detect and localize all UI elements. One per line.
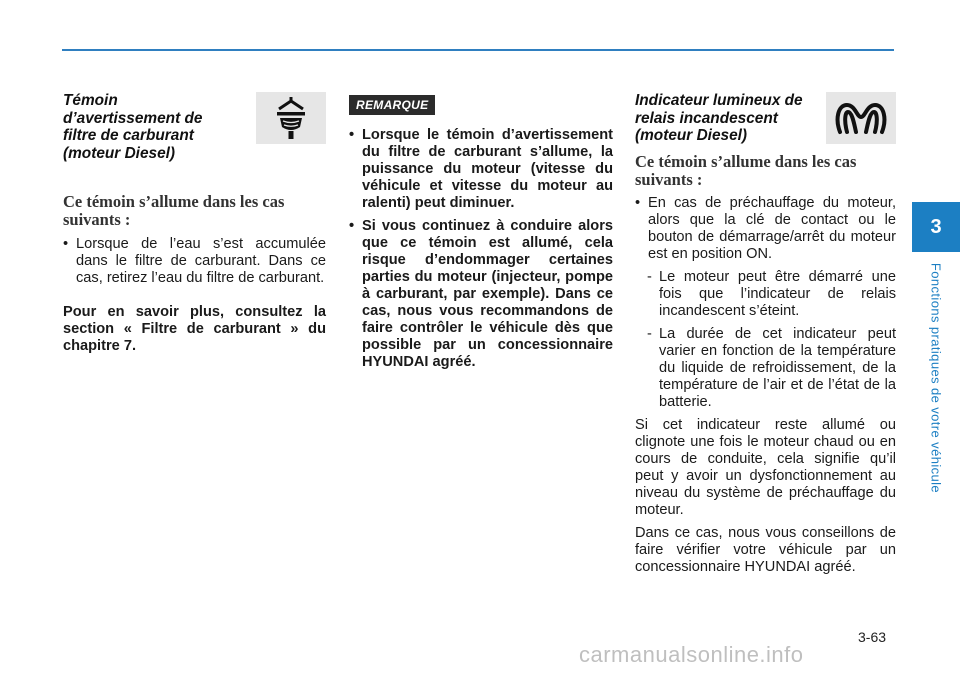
glow-plug-dash-item: - La durée de cet indicateur peut varier en fonction de la température du liquide de refroidissement, de la température de l’air et de l’état de la batterie. xyxy=(635,326,896,411)
fuel-filter-title xyxy=(63,92,202,162)
fuel-filter-bullet: • Lorsque de l’eau s’est accumulée dans le filtre de carburant. Dans ce cas, retirez l’eau du filtre de carburant. xyxy=(63,236,326,287)
fuel-filter-heading xyxy=(63,92,326,162)
header-rule xyxy=(62,49,894,51)
glow-plug-bullet: • En cas de préchauffage du moteur, alors que la clé de contact ou le bouton de démarrage/arrêt du moteur est en position ON. xyxy=(635,195,896,263)
subtitle-line: suivants : xyxy=(63,210,131,229)
remarque-bullet: • Lorsque le témoin d’avertissement du filtre de carburant s’allume, la puissance du moteur (vitesse du véhicule et vitesse du moteur au ralenti) peut diminuer. xyxy=(349,127,613,212)
subtitle-line: Ce témoin s’allume dans les cas xyxy=(635,151,857,171)
chapter-tab: 3 xyxy=(912,202,960,252)
glow-plug-dash-item: - Le moteur peut être démarré une fois que l’indicateur de relais incandescent s’éteint. xyxy=(635,269,896,320)
glow-plug-paragraph: Si cet indicateur reste allumé ou clignote une fois le moteur chaud ou en cours de conduite, cela signifie qu’il peut y avoir un dysfonctionnement au niveau du système de préchauffage du moteur. xyxy=(635,416,896,518)
title-line: Témoin xyxy=(63,92,118,109)
title-line: (moteur Diesel) xyxy=(635,127,748,144)
remarque-badge: REMARQUE xyxy=(349,95,435,115)
glow-plug-heading xyxy=(635,92,896,145)
chapter-side-title: Fonctions pratiques de votre véhicule xyxy=(928,262,944,494)
glow-plug-subtitle xyxy=(635,153,896,189)
glow-plug-indicator-icon xyxy=(826,92,896,144)
subtitle-line: Ce témoin s’allume dans les cas xyxy=(63,192,285,211)
fuel-filter-subtitle xyxy=(63,193,326,229)
title-line: Indicateur lumineux de xyxy=(635,92,803,109)
title-line: relais incandescent xyxy=(635,109,778,127)
page-number: 3-63 xyxy=(858,629,887,645)
title-line: (moteur Diesel) xyxy=(63,144,176,162)
remarque-bullet: • Si vous continuez à conduire alors que ce témoin est allumé, cela risque d’endommager certaines parties du moteur (injecteur, pompe à carburant, par exemple). Dans ce cas, nous vous recommandons de faire contrôler le véhicule dès que possible par un concessionnaire HYUNDAI agréé. xyxy=(349,218,613,371)
fuel-filter-warning-icon xyxy=(256,92,326,144)
glow-plug-paragraph: Dans ce cas, nous vous conseillons de faire vérifier votre véhicule par un concessionnaire HYUNDAI agréé. xyxy=(635,524,896,575)
title-line: d’avertissement de xyxy=(63,109,203,127)
subtitle-line: suivants : xyxy=(635,169,703,189)
watermark: carmanualsonline.info xyxy=(579,642,804,667)
glow-plug-section xyxy=(635,92,896,576)
remarque-section xyxy=(349,92,613,371)
glow-plug-title xyxy=(635,92,803,145)
fuel-filter-note: Pour en savoir plus, consultez la section « Filtre de carburant » du chapitre 7. xyxy=(63,304,326,354)
fuel-filter-section xyxy=(63,92,326,355)
title-line: filtre de carburant xyxy=(63,127,194,144)
